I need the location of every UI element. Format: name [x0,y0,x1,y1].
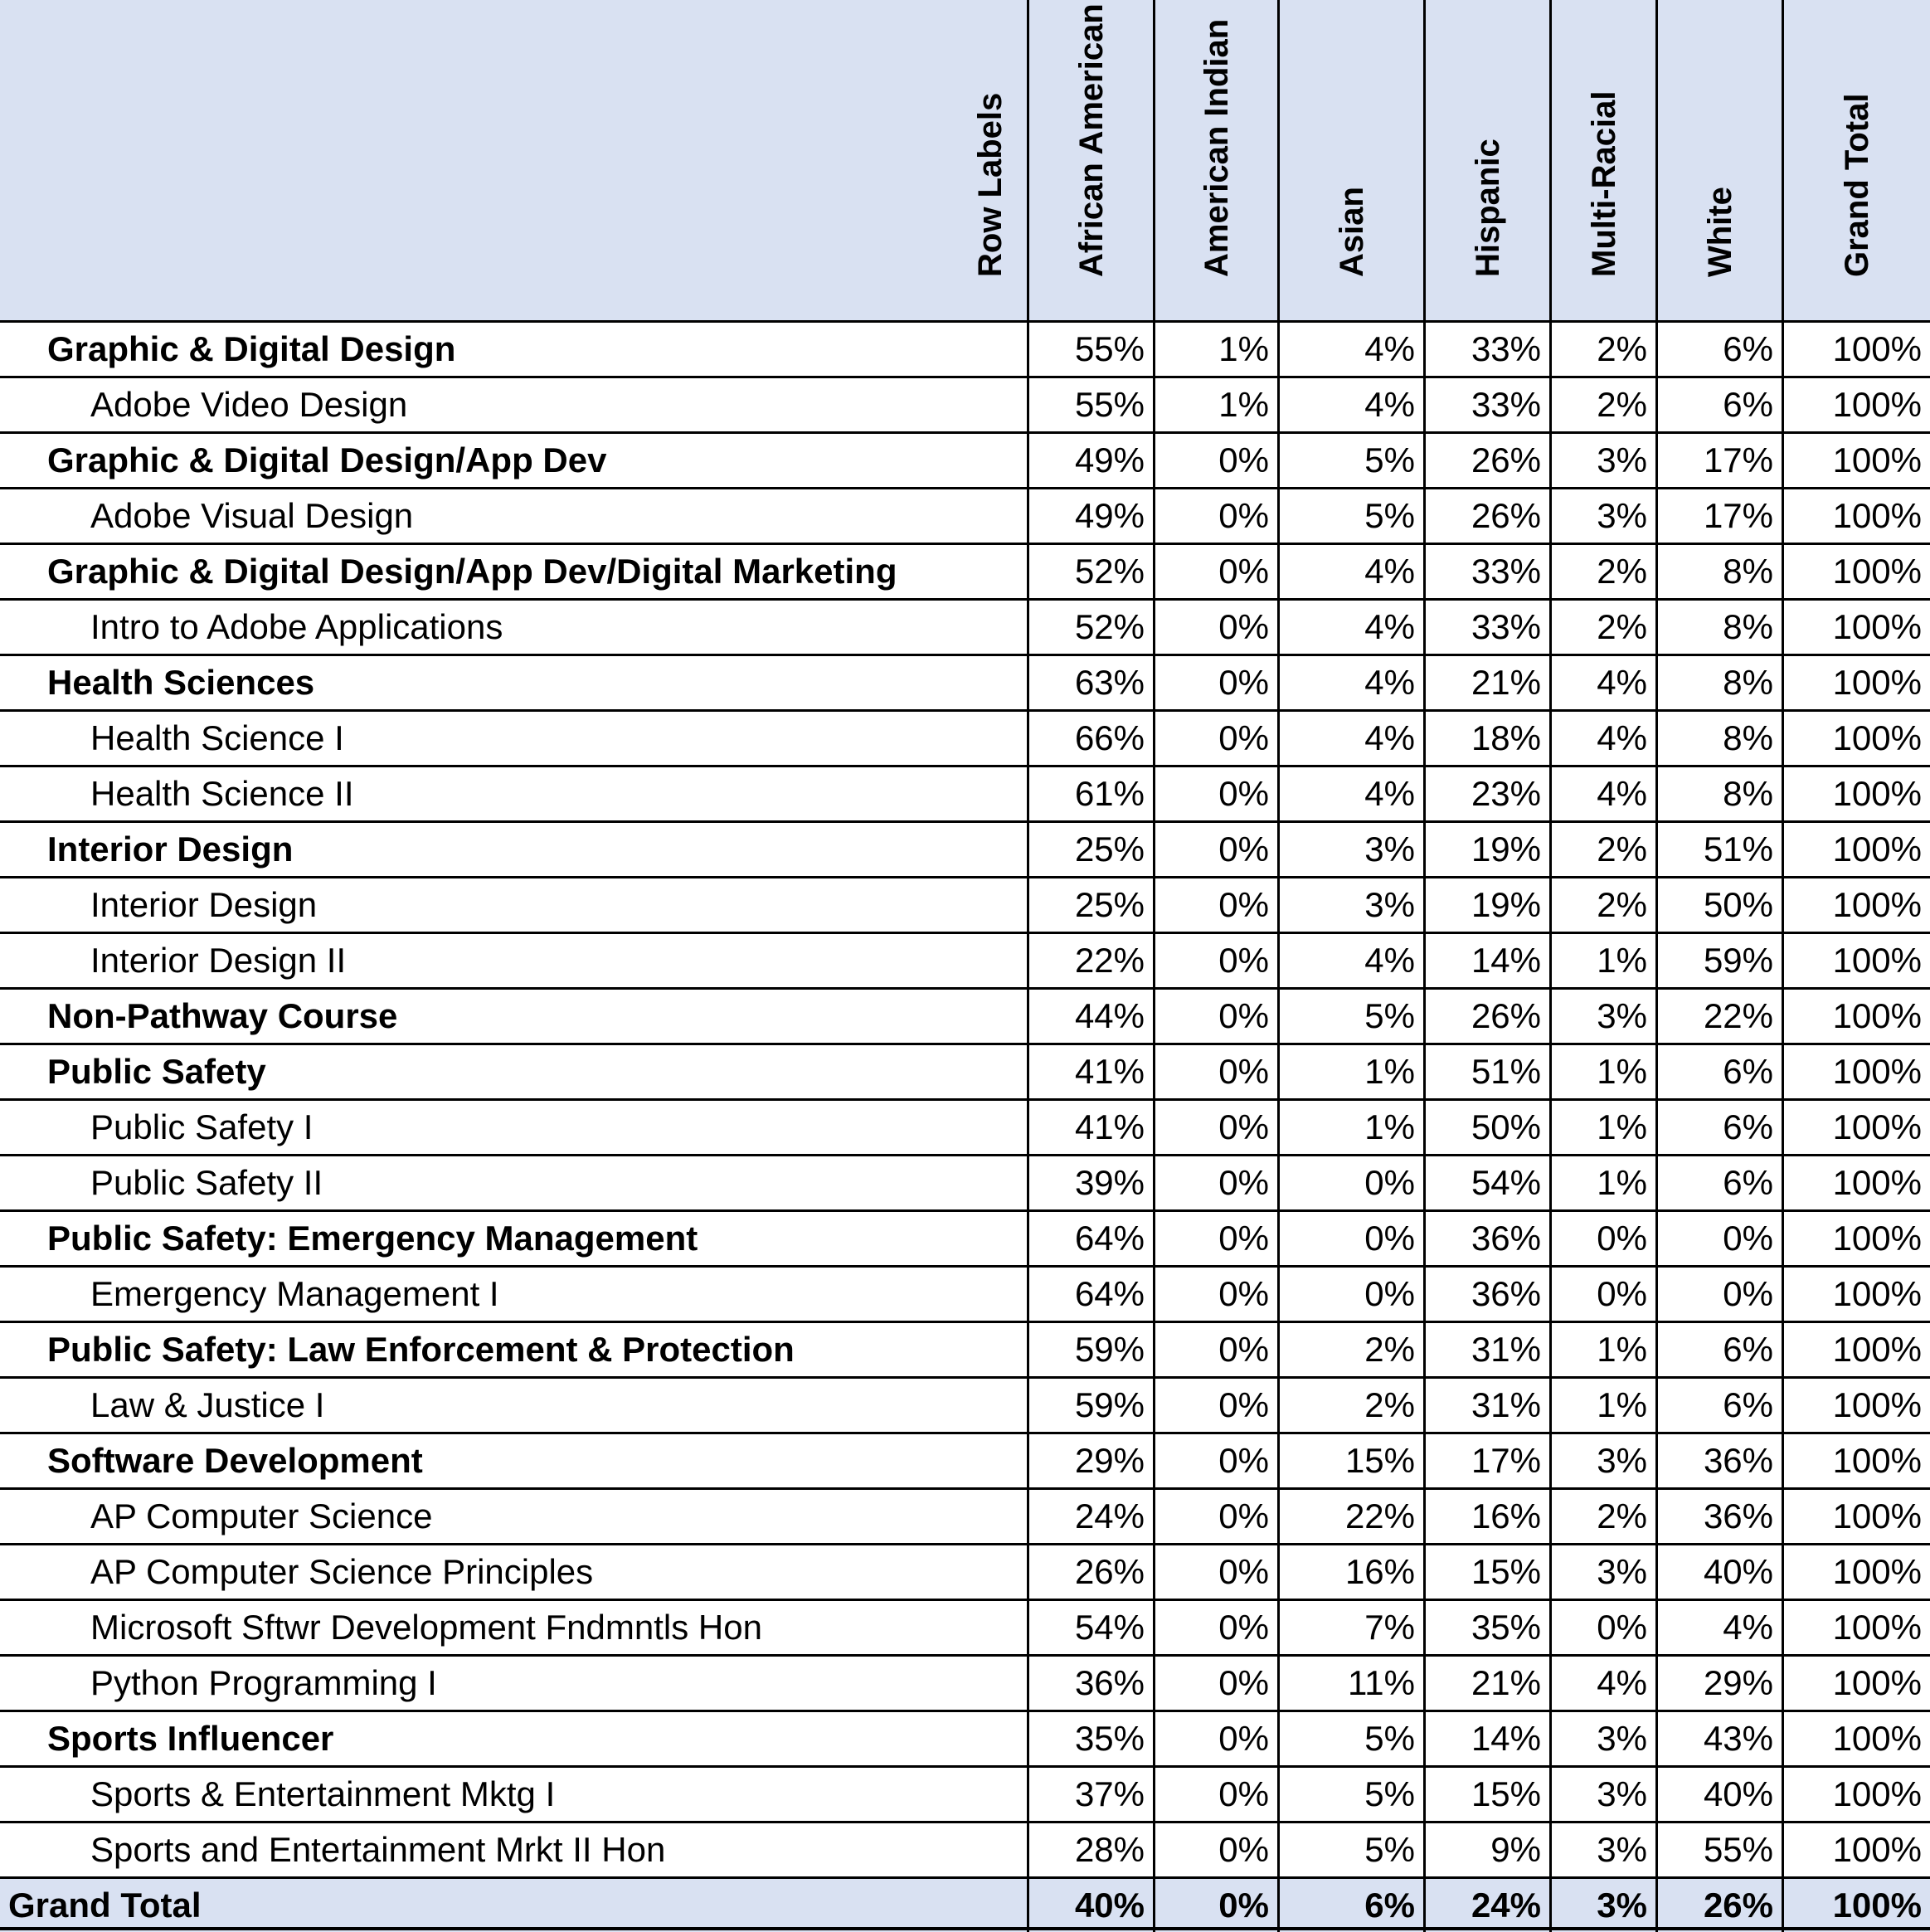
value-cell[interactable]: 0% [1153,1879,1277,1932]
row-label[interactable]: Python Programming I [90,1663,437,1702]
value-cell[interactable]: 4% [1277,656,1423,709]
value-cell[interactable]: 50% [1655,878,1782,932]
value-cell[interactable]: 0% [1153,1490,1277,1543]
row-label[interactable]: Public Safety: Emergency Management [47,1219,698,1258]
value-cell[interactable]: 29% [1655,1657,1782,1710]
value-cell[interactable]: 0% [1153,1323,1277,1376]
value-cell[interactable]: 100% [1782,489,1930,543]
row-label[interactable]: AP Computer Science [90,1496,433,1535]
value-cell[interactable]: 0% [1153,1712,1277,1765]
value-cell[interactable]: 17% [1423,1434,1549,1487]
value-cell[interactable]: 100% [1782,823,1930,876]
value-cell[interactable]: 100% [1782,878,1930,932]
row-label[interactable]: Public Safety: Law Enforcement & Protection [47,1330,795,1369]
value-cell[interactable]: 43% [1655,1712,1782,1765]
value-cell[interactable]: 51% [1423,1045,1549,1098]
value-cell[interactable]: 100% [1782,1879,1930,1932]
value-cell[interactable]: 21% [1423,656,1549,709]
value-cell[interactable]: 7% [1277,1601,1423,1654]
value-cell[interactable]: 100% [1782,1156,1930,1209]
value-cell[interactable]: 3% [1549,1712,1655,1765]
value-cell[interactable]: 1% [1549,1379,1655,1432]
value-cell[interactable]: 54% [1423,1156,1549,1209]
value-cell[interactable]: 18% [1423,712,1549,765]
value-cell[interactable]: 0% [1549,1601,1655,1654]
table-row [0,709,1930,765]
value-cell[interactable]: 3% [1549,990,1655,1043]
table-row [0,1765,1930,1821]
value-cell[interactable]: 33% [1423,378,1549,431]
row-label[interactable]: Graphic & Digital Design/App Dev [47,440,607,479]
column-header-label: Hispanic [1469,139,1506,277]
value-cell[interactable]: 3% [1549,1823,1655,1876]
table-row [0,1821,1930,1876]
value-cell[interactable]: 100% [1782,1490,1930,1543]
value-cell[interactable]: 25% [1027,823,1153,876]
value-cell[interactable]: 0% [1153,1434,1277,1487]
value-cell[interactable]: 25% [1027,878,1153,932]
value-cell[interactable]: 100% [1782,323,1930,376]
row-label[interactable]: Non-Pathway Course [47,996,398,1035]
column-header-label: Asian [1333,187,1370,277]
column-header-label: African American [1072,3,1110,277]
value-cell[interactable]: 26% [1423,489,1549,543]
column-header[interactable] [1153,0,1277,320]
value-cell[interactable]: 0% [1153,1545,1277,1599]
group-row [0,543,1930,598]
value-cell[interactable]: 5% [1277,1823,1423,1876]
row-label[interactable]: Sports & Entertainment Mktg I [90,1774,556,1813]
value-cell[interactable]: 3% [1277,878,1423,932]
value-cell[interactable]: 15% [1423,1545,1549,1599]
value-cell[interactable]: 100% [1782,1601,1930,1654]
value-cell[interactable]: 0% [1153,434,1277,487]
value-cell[interactable]: 4% [1549,767,1655,820]
value-cell[interactable]: 0% [1153,1823,1277,1876]
value-cell[interactable]: 100% [1782,1712,1930,1765]
group-row [0,820,1930,876]
column-header-label: Multi-Racial [1585,90,1622,277]
grand-total-row [0,1876,1930,1932]
value-cell[interactable]: 64% [1027,1212,1153,1265]
value-cell[interactable]: 100% [1782,712,1930,765]
row-label[interactable]: Interior Design [47,830,294,869]
value-cell[interactable]: 1% [1277,1101,1423,1154]
value-cell[interactable]: 8% [1655,656,1782,709]
value-cell[interactable]: 44% [1027,990,1153,1043]
value-cell[interactable]: 0% [1153,934,1277,987]
row-label[interactable]: Intro to Adobe Applications [90,607,503,646]
value-cell[interactable]: 39% [1027,1156,1153,1209]
value-cell[interactable]: 61% [1027,767,1153,820]
value-cell[interactable]: 49% [1027,434,1153,487]
value-cell[interactable]: 8% [1655,545,1782,598]
value-cell[interactable]: 3% [1549,1545,1655,1599]
value-cell[interactable]: 6% [1655,1101,1782,1154]
value-cell[interactable]: 4% [1549,712,1655,765]
row-label[interactable]: Sports Influencer [47,1719,334,1758]
value-cell[interactable]: 29% [1027,1434,1153,1487]
column-header-label: American Indian [1198,18,1235,277]
value-cell[interactable]: 0% [1153,1601,1277,1654]
group-row [0,320,1930,376]
value-cell[interactable]: 0% [1153,1101,1277,1154]
value-cell[interactable]: 17% [1655,489,1782,543]
row-label[interactable]: Graphic & Digital Design/App Dev/Digital Marketing [47,552,897,591]
group-row [0,1710,1930,1765]
table-row [0,876,1930,932]
group-row [0,654,1930,709]
value-cell[interactable]: 8% [1655,712,1782,765]
value-cell[interactable]: 1% [1549,934,1655,987]
value-cell[interactable]: 0% [1277,1156,1423,1209]
value-cell[interactable]: 0% [1153,656,1277,709]
value-cell[interactable]: 33% [1423,545,1549,598]
value-cell[interactable]: 36% [1423,1212,1549,1265]
value-cell[interactable]: 36% [1655,1490,1782,1543]
value-cell[interactable]: 55% [1655,1823,1782,1876]
value-cell[interactable]: 3% [1277,823,1423,876]
value-cell[interactable]: 17% [1655,434,1782,487]
row-label[interactable]: Software Development [47,1441,423,1480]
value-cell[interactable]: 16% [1423,1490,1549,1543]
row-label[interactable]: Grand Total [8,1886,202,1925]
value-cell[interactable]: 100% [1782,767,1930,820]
column-header-label: Grand Total [1839,93,1875,277]
value-cell[interactable]: 6% [1655,1323,1782,1376]
row-label[interactable]: Emergency Management I [90,1274,499,1313]
value-cell[interactable]: 2% [1549,878,1655,932]
value-cell[interactable]: 40% [1655,1768,1782,1821]
value-cell[interactable]: 2% [1277,1323,1423,1376]
value-cell[interactable]: 0% [1153,712,1277,765]
column-header-label: White [1701,187,1738,277]
table-row [0,1098,1930,1154]
value-cell[interactable]: 1% [1549,1156,1655,1209]
value-cell[interactable]: 1% [1153,378,1277,431]
value-cell[interactable]: 16% [1277,1545,1423,1599]
value-cell[interactable]: 1% [1153,323,1277,376]
value-cell[interactable]: 100% [1782,1545,1930,1599]
value-cell[interactable]: 100% [1782,1212,1930,1265]
table-row [0,1487,1930,1543]
value-cell[interactable]: 24% [1027,1490,1153,1543]
value-cell[interactable]: 59% [1655,934,1782,987]
value-cell[interactable]: 52% [1027,545,1153,598]
table-row [0,765,1930,820]
value-cell[interactable]: 6% [1655,1045,1782,1098]
value-cell[interactable]: 2% [1549,601,1655,654]
value-cell[interactable]: 23% [1423,767,1549,820]
value-cell[interactable]: 2% [1549,545,1655,598]
value-cell[interactable]: 51% [1655,823,1782,876]
column-header[interactable] [1277,0,1423,320]
value-cell[interactable]: 66% [1027,712,1153,765]
row-label[interactable]: Public Safety II [90,1163,323,1202]
value-cell[interactable]: 100% [1782,378,1930,431]
column-header[interactable] [1549,0,1655,320]
value-cell[interactable]: 63% [1027,656,1153,709]
table-row [0,598,1930,654]
value-cell[interactable]: 33% [1423,323,1549,376]
value-cell[interactable]: 100% [1782,1323,1930,1376]
value-cell[interactable]: 4% [1277,712,1423,765]
value-cell[interactable]: 0% [1153,878,1277,932]
value-cell[interactable]: 100% [1782,1379,1930,1432]
value-cell[interactable]: 22% [1655,990,1782,1043]
row-label[interactable]: Adobe Video Design [90,385,408,424]
value-cell[interactable]: 19% [1423,878,1549,932]
group-row [0,1209,1930,1265]
row-label[interactable]: Interior Design [90,885,318,924]
value-cell[interactable]: 50% [1423,1101,1549,1154]
value-cell[interactable]: 4% [1277,601,1423,654]
column-header-label: Row Labels [972,92,1009,277]
value-cell[interactable]: 100% [1782,1045,1930,1098]
value-cell[interactable]: 2% [1549,378,1655,431]
value-cell[interactable]: 26% [1423,434,1549,487]
value-cell[interactable]: 1% [1549,1101,1655,1154]
column-header[interactable] [1782,0,1930,320]
value-cell[interactable]: 0% [1655,1268,1782,1321]
value-cell[interactable]: 49% [1027,489,1153,543]
value-cell[interactable]: 33% [1423,601,1549,654]
value-cell[interactable]: 59% [1027,1379,1153,1432]
value-cell[interactable]: 4% [1277,545,1423,598]
row-label[interactable]: Health Sciences [47,663,315,702]
value-cell[interactable]: 100% [1782,656,1930,709]
value-cell[interactable]: 6% [1655,1379,1782,1432]
value-cell[interactable]: 6% [1655,323,1782,376]
value-cell[interactable]: 0% [1153,823,1277,876]
row-label[interactable]: Health Science I [90,718,344,757]
table-row [0,487,1930,543]
value-cell[interactable]: 19% [1423,823,1549,876]
table-row [0,1599,1930,1654]
table-row [0,376,1930,431]
value-cell[interactable]: 1% [1549,1323,1655,1376]
value-cell[interactable]: 36% [1027,1657,1153,1710]
value-cell[interactable]: 0% [1549,1268,1655,1321]
value-cell[interactable]: 64% [1027,1268,1153,1321]
row-label[interactable]: Interior Design II [90,941,347,980]
value-cell[interactable]: 36% [1423,1268,1549,1321]
value-cell[interactable]: 59% [1027,1323,1153,1376]
column-header[interactable] [1655,0,1782,320]
value-cell[interactable]: 26% [1423,990,1549,1043]
row-label[interactable]: Health Science II [90,774,354,813]
table-row [0,1154,1930,1209]
value-cell[interactable]: 6% [1277,1879,1423,1932]
value-cell[interactable]: 40% [1655,1545,1782,1599]
value-cell[interactable]: 100% [1782,1768,1930,1821]
value-cell[interactable]: 26% [1655,1879,1782,1932]
value-cell[interactable]: 2% [1549,1490,1655,1543]
value-cell[interactable]: 41% [1027,1101,1153,1154]
value-cell[interactable]: 41% [1027,1045,1153,1098]
value-cell[interactable]: 3% [1549,489,1655,543]
value-cell[interactable]: 0% [1153,1768,1277,1821]
value-cell[interactable]: 8% [1655,601,1782,654]
group-row [0,1321,1930,1376]
value-cell[interactable]: 21% [1423,1657,1549,1710]
value-cell[interactable]: 22% [1027,934,1153,987]
value-cell[interactable]: 0% [1153,767,1277,820]
value-cell[interactable]: 5% [1277,990,1423,1043]
value-cell[interactable]: 0% [1153,601,1277,654]
value-cell[interactable]: 8% [1655,767,1782,820]
value-cell[interactable]: 15% [1423,1768,1549,1821]
group-row [0,431,1930,487]
table-bottom-border [0,1927,1930,1930]
value-cell[interactable]: 3% [1549,1768,1655,1821]
value-cell[interactable]: 100% [1782,1823,1930,1876]
value-cell[interactable]: 26% [1027,1545,1153,1599]
row-label[interactable]: Public Safety [47,1052,266,1091]
value-cell[interactable]: 54% [1027,1601,1153,1654]
value-cell[interactable]: 0% [1277,1212,1423,1265]
value-cell[interactable]: 100% [1782,1101,1930,1154]
value-cell[interactable]: 100% [1782,990,1930,1043]
value-cell[interactable]: 14% [1423,1712,1549,1765]
value-cell[interactable]: 22% [1277,1490,1423,1543]
value-cell[interactable]: 24% [1423,1879,1549,1932]
value-cell[interactable]: 0% [1153,1212,1277,1265]
row-label[interactable]: Adobe Visual Design [90,496,414,535]
value-cell[interactable]: 35% [1423,1601,1549,1654]
value-cell[interactable]: 55% [1027,323,1153,376]
value-cell[interactable]: 2% [1549,823,1655,876]
value-cell[interactable]: 28% [1027,1823,1153,1876]
value-cell[interactable]: 0% [1153,545,1277,598]
value-cell[interactable]: 2% [1277,1379,1423,1432]
value-cell[interactable]: 0% [1549,1212,1655,1265]
value-cell[interactable]: 31% [1423,1323,1549,1376]
value-cell[interactable]: 1% [1549,1045,1655,1098]
value-cell[interactable]: 40% [1027,1879,1153,1932]
group-row [0,987,1930,1043]
value-cell[interactable]: 3% [1549,434,1655,487]
table-row [0,1543,1930,1599]
row-label[interactable]: Microsoft Sftwr Development Fndmntls Hon [90,1608,762,1647]
value-cell[interactable]: 4% [1549,1657,1655,1710]
value-cell[interactable]: 35% [1027,1712,1153,1765]
column-header[interactable] [1423,0,1549,320]
value-cell[interactable]: 4% [1277,767,1423,820]
value-cell[interactable]: 5% [1277,434,1423,487]
value-cell[interactable]: 6% [1655,378,1782,431]
value-cell[interactable]: 100% [1782,934,1930,987]
value-cell[interactable]: 11% [1277,1657,1423,1710]
row-label[interactable]: Law & Justice I [90,1385,325,1424]
value-cell[interactable]: 37% [1027,1768,1153,1821]
value-cell[interactable]: 4% [1655,1601,1782,1654]
value-cell[interactable]: 55% [1027,378,1153,431]
row-label[interactable]: AP Computer Science Principles [90,1552,594,1591]
value-cell[interactable]: 4% [1277,323,1423,376]
value-cell[interactable]: 5% [1277,1768,1423,1821]
group-row [0,1043,1930,1098]
row-label[interactable]: Sports and Entertainment Mrkt II Hon [90,1830,666,1869]
value-cell[interactable]: 15% [1277,1434,1423,1487]
value-cell[interactable]: 0% [1153,1379,1277,1432]
table-row [0,932,1930,987]
value-cell[interactable]: 2% [1549,323,1655,376]
table-row [0,1265,1930,1321]
value-cell[interactable]: 0% [1153,1657,1277,1710]
value-cell[interactable]: 100% [1782,601,1930,654]
group-row [0,1432,1930,1487]
column-header[interactable] [0,0,1027,320]
value-cell[interactable]: 0% [1153,990,1277,1043]
value-cell[interactable]: 6% [1655,1156,1782,1209]
table-row [0,1376,1930,1432]
value-cell[interactable]: 5% [1277,1712,1423,1765]
value-cell[interactable]: 3% [1549,1434,1655,1487]
value-cell[interactable]: 0% [1153,1156,1277,1209]
value-cell[interactable]: 52% [1027,601,1153,654]
value-cell[interactable]: 100% [1782,545,1930,598]
value-cell[interactable]: 4% [1277,934,1423,987]
value-cell[interactable]: 100% [1782,1657,1930,1710]
value-cell[interactable]: 9% [1423,1823,1549,1876]
value-cell[interactable]: 4% [1549,656,1655,709]
value-cell[interactable]: 0% [1153,1268,1277,1321]
value-cell[interactable]: 0% [1153,1045,1277,1098]
value-cell[interactable]: 3% [1549,1879,1655,1932]
value-cell[interactable]: 0% [1655,1212,1782,1265]
value-cell[interactable]: 100% [1782,1434,1930,1487]
value-cell[interactable]: 0% [1277,1268,1423,1321]
row-label[interactable]: Graphic & Digital Design [47,329,456,368]
value-cell[interactable]: 5% [1277,489,1423,543]
value-cell[interactable]: 4% [1277,378,1423,431]
value-cell[interactable]: 0% [1153,489,1277,543]
row-label[interactable]: Public Safety I [90,1107,314,1146]
value-cell[interactable]: 36% [1655,1434,1782,1487]
table-row [0,1654,1930,1710]
value-cell[interactable]: 100% [1782,1268,1930,1321]
value-cell[interactable]: 31% [1423,1379,1549,1432]
value-cell[interactable]: 100% [1782,434,1930,487]
value-cell[interactable]: 14% [1423,934,1549,987]
value-cell[interactable]: 1% [1277,1045,1423,1098]
column-header[interactable] [1027,0,1153,320]
